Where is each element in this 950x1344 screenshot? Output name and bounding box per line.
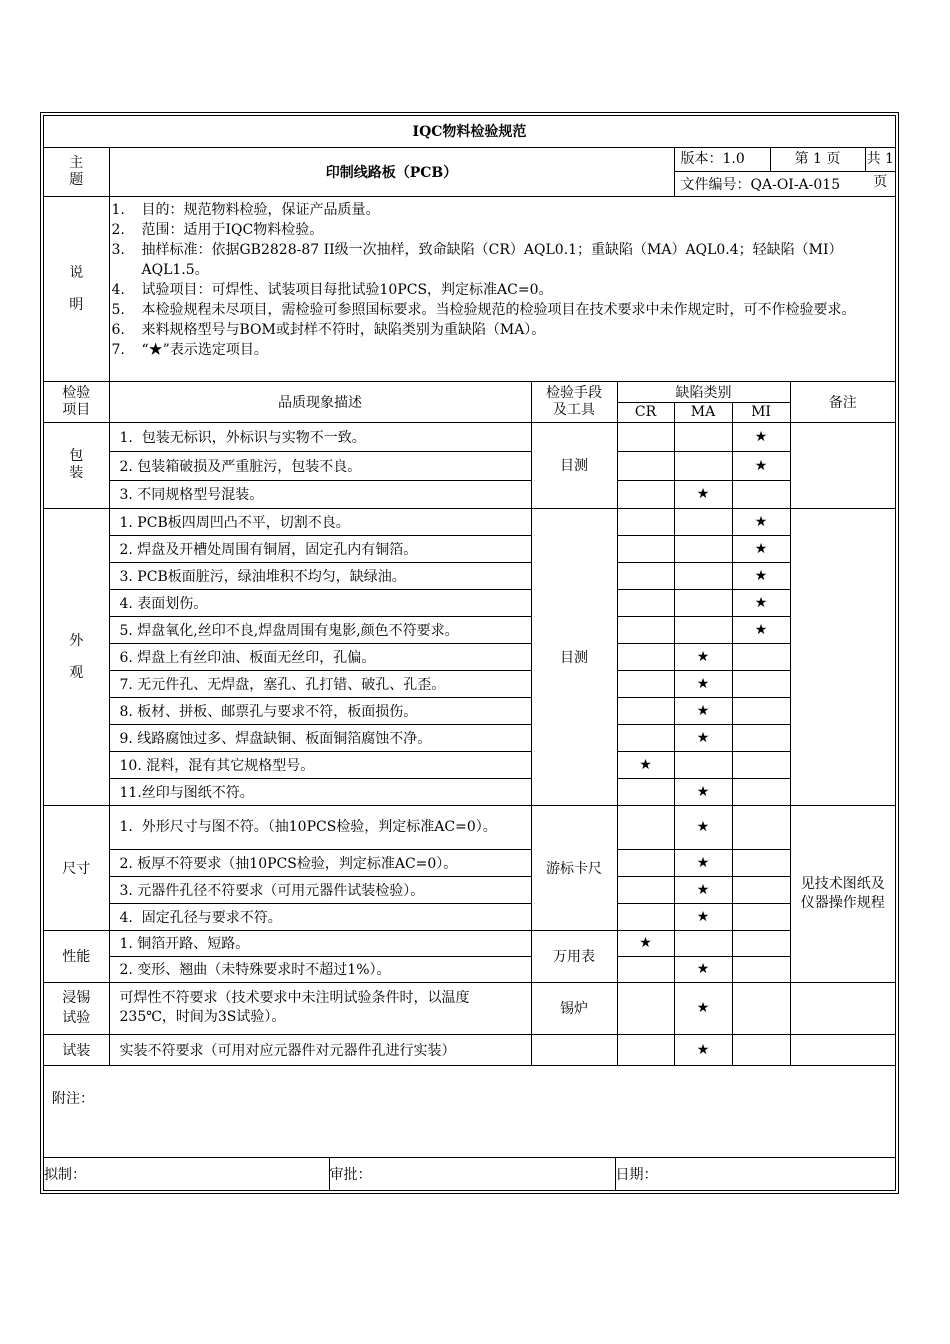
group-label-performance: 性能 — [44, 930, 109, 982]
ma-cell: ★ — [674, 778, 732, 805]
note-item: 2. 范围：适用于IQC物料检验。 — [111, 221, 324, 238]
cr-cell: ★ — [617, 930, 674, 956]
mi-cell — [732, 778, 790, 805]
appearance-row-8: 8. 板材、拼板、邮票孔与要求不符，板面损伤。 — [109, 697, 531, 724]
subject-title: 印制线路板（PCB） — [109, 147, 674, 196]
ma-cell — [674, 422, 732, 451]
appearance-row-3: 3. PCB板面脏污，绿油堆积不均匀，缺绿油。 — [109, 562, 531, 589]
sign-date: 日期： — [615, 1158, 895, 1191]
ma-cell: ★ — [674, 670, 732, 697]
cr-cell — [617, 535, 674, 562]
cr-cell — [617, 697, 674, 724]
mi-cell — [732, 930, 790, 956]
cr-cell — [617, 643, 674, 670]
header-cr: CR — [617, 402, 674, 422]
packaging-remark — [790, 422, 895, 508]
footnote-cell — [44, 1065, 895, 1157]
dimension-remark: 见技术图纸及仪器操作规程 — [790, 805, 895, 982]
performance-tool: 万用表 — [531, 930, 617, 982]
header-mi: MI — [732, 402, 790, 422]
appearance-row-5: 5. 焊盘氧化,丝印不良,焊盘周围有鬼影,颜色不符要求。 — [109, 616, 531, 643]
tin-test-tool: 锡炉 — [531, 982, 617, 1034]
mi-cell: ★ — [732, 451, 790, 480]
trial-fit-tool — [531, 1034, 617, 1065]
dimension-tool: 游标卡尺 — [531, 805, 617, 930]
mi-cell — [732, 480, 790, 508]
cr-cell — [617, 616, 674, 643]
group-label-trial-fit: 试装 — [44, 1034, 109, 1065]
document-inner-border — [43, 115, 896, 1191]
document-number: 文件编号：QA-OI-A-015 — [674, 171, 895, 196]
appearance-tool: 目测 — [531, 508, 617, 805]
appearance-row-4: 4. 表面划伤。 — [109, 589, 531, 616]
ma-cell: ★ — [674, 956, 732, 982]
cr-cell — [617, 670, 674, 697]
document-title: IQC物料检验规范 — [44, 116, 895, 147]
ma-cell: ★ — [674, 643, 732, 670]
appearance-row-6: 6. 焊盘上有丝印油、板面无丝印，孔偏。 — [109, 643, 531, 670]
header-defect-class: 缺陷类别 — [617, 381, 790, 402]
cr-cell — [617, 982, 674, 1034]
cr-cell — [617, 724, 674, 751]
mi-cell: ★ — [732, 562, 790, 589]
mi-cell: ★ — [732, 508, 790, 535]
ma-cell — [674, 562, 732, 589]
cr-cell — [617, 451, 674, 480]
ma-cell: ★ — [674, 903, 732, 930]
group-label-tin-test: 浸锡 试验 — [44, 982, 109, 1034]
mi-cell — [732, 697, 790, 724]
ma-cell: ★ — [674, 876, 732, 903]
appearance-row-11: 11.丝印与图纸不符。 — [109, 778, 531, 805]
dimension-row-3: 3. 元器件孔径不符要求（可用元器件试装检验）。 — [109, 876, 531, 903]
header-item: 检验 项目 — [44, 381, 109, 422]
ma-cell — [674, 930, 732, 956]
cr-cell: ★ — [617, 751, 674, 778]
packaging-row-2: 2. 包装箱破损及严重脏污，包装不良。 — [109, 451, 531, 480]
mi-cell: ★ — [732, 422, 790, 451]
mi-cell — [732, 751, 790, 778]
mi-cell: ★ — [732, 589, 790, 616]
ma-cell: ★ — [674, 480, 732, 508]
appearance-row-2: 2. 焊盘及开槽处周围有铜屑，固定孔内有铜箔。 — [109, 535, 531, 562]
ma-cell: ★ — [674, 724, 732, 751]
appearance-remark — [790, 508, 895, 805]
subject-label: 主 题 — [44, 147, 109, 196]
appearance-row-7: 7. 无元件孔、无焊盘，塞孔、孔打错、破孔、孔歪。 — [109, 670, 531, 697]
ma-cell — [674, 751, 732, 778]
note-item: 4. 试验项目：可焊性、试装项目每批试验10PCS，判定标准AC=0。 — [111, 281, 553, 298]
mi-cell — [732, 724, 790, 751]
approved-by: 审批： — [329, 1158, 615, 1191]
cr-cell — [617, 480, 674, 508]
version-number: 版本：1.0 — [675, 148, 771, 171]
cr-cell — [617, 778, 674, 805]
cr-cell — [617, 508, 674, 535]
packaging-row-3: 3. 不同规格型号混装。 — [109, 480, 531, 508]
packaging-tool: 目测 — [531, 422, 617, 508]
header-remark: 备注 — [790, 381, 895, 422]
mi-cell: ★ — [732, 616, 790, 643]
ma-cell — [674, 508, 732, 535]
mi-cell — [732, 956, 790, 982]
group-label-appearance: 外 观 — [44, 508, 109, 805]
mi-cell — [732, 982, 790, 1034]
tin-test-row: 可焊性不符要求（技术要求中未注明试验条件时，以温度235℃，时间为3S试验）。 — [109, 982, 531, 1034]
trial-fit-row: 实装不符要求（可用对应元器件对元器件孔进行实装） — [109, 1034, 531, 1065]
notes-label: 说 明 — [44, 196, 109, 381]
performance-row-2: 2. 变形、翘曲（未特殊要求时不超过1%）。 — [109, 956, 531, 982]
header-description: 品质现象描述 — [109, 381, 531, 422]
note-item: 5. 本检验规程未尽项目，需检验可参照国标要求。当检验规范的检验项目在技术要求中未作规定时，可不作检验要求。 — [111, 301, 856, 318]
dimension-row-1: 1. 外形尺寸与图不符。（抽10PCS检验，判定标准AC=0）。 — [109, 805, 531, 849]
appearance-row-10: 10. 混料，混有其它规格型号。 — [109, 751, 531, 778]
note-item: 7. “★”表示选定项目。 — [111, 341, 268, 358]
mi-cell — [732, 903, 790, 930]
note-item: 6. 来料规格型号与BOM或封样不符时，缺陷类别为重缺陷（MA）。 — [111, 321, 546, 338]
cr-cell — [617, 876, 674, 903]
mi-cell: ★ — [732, 535, 790, 562]
document-frame — [40, 112, 899, 1194]
mi-cell — [732, 643, 790, 670]
mi-cell — [732, 876, 790, 903]
page-number: 第 1 页 — [771, 148, 866, 171]
note-item: 3. 抽样标准：依据GB2828-87 II级一次抽样，致命缺陷（CR）AQL0.1；重缺陷（MA）AQL0.4；轻缺陷（MI）AQL1.5。 — [111, 241, 843, 278]
group-label-dimension: 尺寸 — [44, 805, 109, 930]
ma-cell: ★ — [674, 1034, 732, 1065]
ma-cell: ★ — [674, 697, 732, 724]
mi-cell — [732, 1034, 790, 1065]
header-ma: MA — [674, 402, 732, 422]
cr-cell — [617, 589, 674, 616]
notes-cell — [109, 196, 895, 381]
footnote-label: 附注： — [52, 1090, 94, 1107]
note-item: 1. 目的：规范物料检验，保证产品质量。 — [111, 201, 380, 218]
mi-cell — [732, 805, 790, 849]
mi-cell — [732, 849, 790, 876]
ma-cell: ★ — [674, 982, 732, 1034]
packaging-row-1: 1. 包装无标识，外标识与实物不一致。 — [109, 422, 531, 451]
trial-fit-remark — [790, 1034, 895, 1065]
cr-cell — [617, 422, 674, 451]
notes-list — [110, 197, 896, 362]
dimension-row-4: 4. 固定孔径与要求不符。 — [109, 903, 531, 930]
cr-cell — [617, 849, 674, 876]
appearance-row-1: 1. PCB板四周凹凸不平，切割不良。 — [109, 508, 531, 535]
ma-cell: ★ — [674, 849, 732, 876]
header-tool: 检验手段 及工具 — [531, 381, 617, 422]
ma-cell — [674, 535, 732, 562]
signature-row — [44, 1158, 895, 1191]
inspection-table — [44, 116, 895, 1158]
cr-cell — [617, 805, 674, 849]
dimension-row-2: 2. 板厚不符要求（抽10PCS检验，判定标准AC=0）。 — [109, 849, 531, 876]
ma-cell — [674, 616, 732, 643]
drafted-by: 拟制： — [44, 1158, 329, 1191]
cr-cell — [617, 1034, 674, 1065]
appearance-row-9: 9. 线路腐蚀过多、焊盘缺铜、板面铜箔腐蚀不净。 — [109, 724, 531, 751]
ma-cell — [674, 451, 732, 480]
cr-cell — [617, 956, 674, 982]
tin-test-remark — [790, 982, 895, 1034]
group-label-packaging: 包 装 — [44, 422, 109, 508]
performance-row-1: 1. 铜箔开路、短路。 — [109, 930, 531, 956]
mi-cell — [732, 670, 790, 697]
ma-cell — [674, 589, 732, 616]
total-pages: 共 1 页 — [866, 150, 894, 190]
cr-cell — [617, 903, 674, 930]
ma-cell: ★ — [674, 805, 732, 849]
cr-cell — [617, 562, 674, 589]
